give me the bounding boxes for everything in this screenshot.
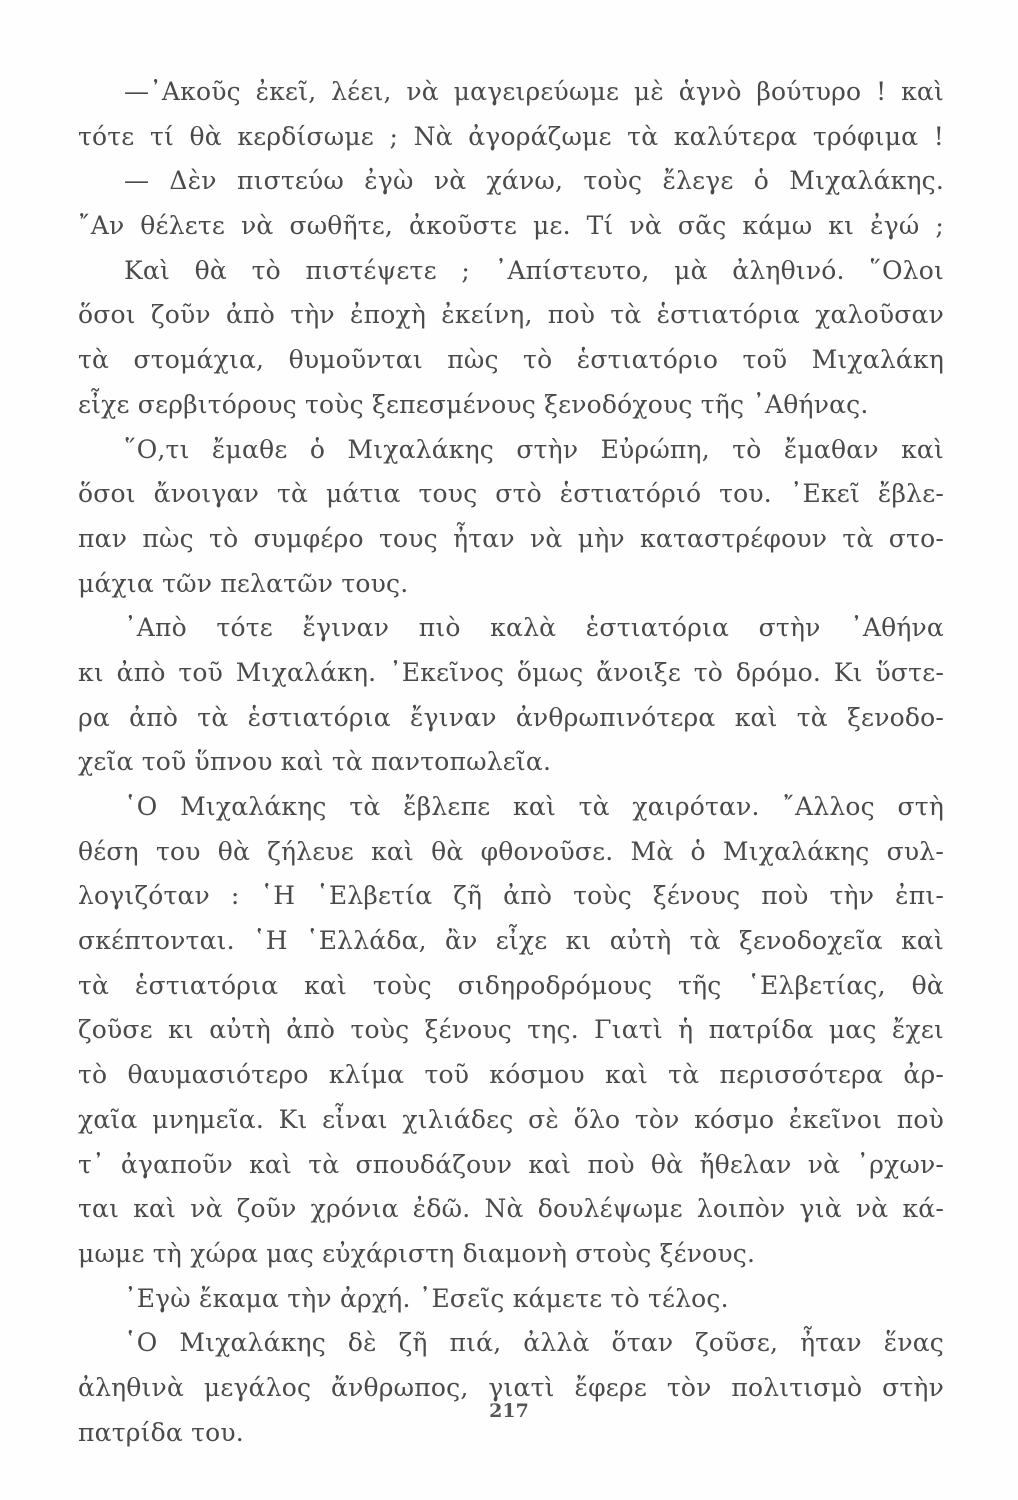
text-line: ὅσοι ζοῦν ἀπὸ τὴν ἐποχὴ ἐκείνη, ποὺ τὰ ἑστιατόρια χαλοῦσαν bbox=[78, 300, 944, 330]
text-line: ἀληθινὰ μεγάλος ἄνθρωπος, γιατὶ ἔφερε τὸν πολιτισμὸ στὴν bbox=[78, 1372, 944, 1402]
text-line: ᾿Απὸ τότε ἔγιναν πιὸ καλὰ ἑστιατόρια στὴν ᾿Αθήνα bbox=[124, 613, 944, 643]
page-number: 217 bbox=[489, 1400, 529, 1422]
text-line: ρα ἀπὸ τὰ ἑστιατόρια ἔγιναν ἀνθρωπινότερα καὶ τὰ ξενοδο- bbox=[78, 702, 944, 732]
text-line: —᾽Ακοῦς ἐκεῖ, λέει, νὰ μαγειρεύωμε μὲ ἁγνὸ βούτυρο ! καὶ bbox=[124, 77, 944, 106]
text-line: — Δὲν πιστεύω ἐγὼ νὰ χάνω, τοὺς ἔλεγε ὁ Μιχαλάκης. bbox=[124, 166, 944, 196]
text-line: παν πὼς τὸ συμφέρο τους ἦταν νὰ μὴν καταστρέφουν τὰ στο- bbox=[78, 523, 944, 553]
text-line: χεῖα τοῦ ὕπνου καὶ τὰ παντοπωλεῖα. bbox=[78, 747, 552, 777]
text-line: χαῖα μνημεῖα. Κι εἶναι χιλιάδες σὲ ὅλο τὸν κόσμο ἐκεῖνοι ποὺ bbox=[78, 1104, 944, 1134]
text-line: ᾿Εγὼ ἔκαμα τὴν ἀρχή. ᾿Εσεῖς κάμετε τὸ τέλος. bbox=[124, 1283, 729, 1313]
text-line: ῾Ο Μιχαλάκης δὲ ζῆ πιά, ἀλλὰ ὅταν ζοῦσε, ἦταν ἕνας bbox=[124, 1328, 944, 1358]
text-line: σκέπτονται. ῾Η ῾Ελλάδα, ἂν εἶχε κι αὐτὴ τὰ ξενοδοχεῖα καὶ bbox=[78, 926, 944, 956]
text-line: τὸ θαυμασιότερο κλίμα τοῦ κόσμου καὶ τὰ περισσότερα ἀρ- bbox=[78, 1060, 944, 1090]
text-line: τ᾽ ἀγαποῦν καὶ τὰ σπουδάζουν καὶ ποὺ θὰ ἤθελαν νὰ ᾽ρχων- bbox=[78, 1149, 944, 1179]
text-line: εἶχε σερβιτόρους τοὺς ξεπεσμένους ξενοδόχους τῆς ᾿Αθήνας. bbox=[78, 389, 869, 419]
text-line: θέση του θὰ ζήλευε καὶ θὰ φθονοῦσε. Μὰ ὁ Μιχαλάκης συλ- bbox=[78, 836, 944, 866]
text-line: τὰ στομάχια, θυμοῦνται πὼς τὸ ἑστιατόριο τοῦ Μιχαλάκη bbox=[78, 345, 944, 375]
text-line: ζοῦσε κι αὐτὴ ἀπὸ τοὺς ξένους της. Γιατὶ ἡ πατρίδα μας ἔχει bbox=[78, 1015, 944, 1045]
text-line: ῞Ο,τι ἔμαθε ὁ Μιχαλάκης στὴν Εὐρώπη, τὸ ἔμαθαν καὶ bbox=[124, 434, 944, 464]
text-line: ῾Ο Μιχαλάκης τὰ ἔβλεπε καὶ τὰ χαιρόταν. ῎Αλλος στὴ bbox=[124, 792, 944, 821]
text-line: ται καὶ νὰ ζοῦν χρόνια ἐδῶ. Νὰ δουλέψωμε λοιπὸν γιὰ νὰ κά- bbox=[78, 1194, 944, 1224]
text-line: μωμε τὴ χώρα μας εὐχάριστη διαμονὴ στοὺς ξένους. bbox=[78, 1238, 756, 1268]
text-line: λογιζόταν : ῾Η ῾Ελβετία ζῆ ἀπὸ τοὺς ξένους ποὺ τὴν ἐπι- bbox=[78, 881, 944, 911]
text-line: τὰ ἑστιατόρια καὶ τοὺς σιδηροδρόμους τῆς ῾Ελβετίας, θὰ bbox=[78, 970, 944, 1000]
body-text bbox=[78, 70, 944, 1455]
text-line: κι ἀπὸ τοῦ Μιχαλάκη. ᾿Εκεῖνος ὅμως ἄνοιξε τὸ δρόμο. Κι ὕστε- bbox=[78, 657, 944, 687]
text-line: Καὶ θὰ τὸ πιστέψετε ; ᾿Απίστευτο, μὰ ἀληθινό. ῞Ολοι bbox=[124, 255, 944, 285]
text-line: ὅσοι ἄνοιγαν τὰ μάτια τους στὸ ἑστιατόριό του. ᾿Εκεῖ ἔβλε- bbox=[78, 479, 944, 509]
text-line: μάχια τῶν πελατῶν τους. bbox=[78, 568, 409, 598]
text-line: πατρίδα του. bbox=[78, 1417, 244, 1447]
text-line: ῎Αν θέλετε νὰ σωθῆτε, ἀκοῦστε με. Τί νὰ σᾶς κάμω κι ἐγώ ; bbox=[78, 211, 944, 241]
text-line: τότε τί θὰ κερδίσωμε ; Νὰ ἀγοράζωμε τὰ καλύτερα τρόφιμα ! bbox=[78, 121, 944, 151]
